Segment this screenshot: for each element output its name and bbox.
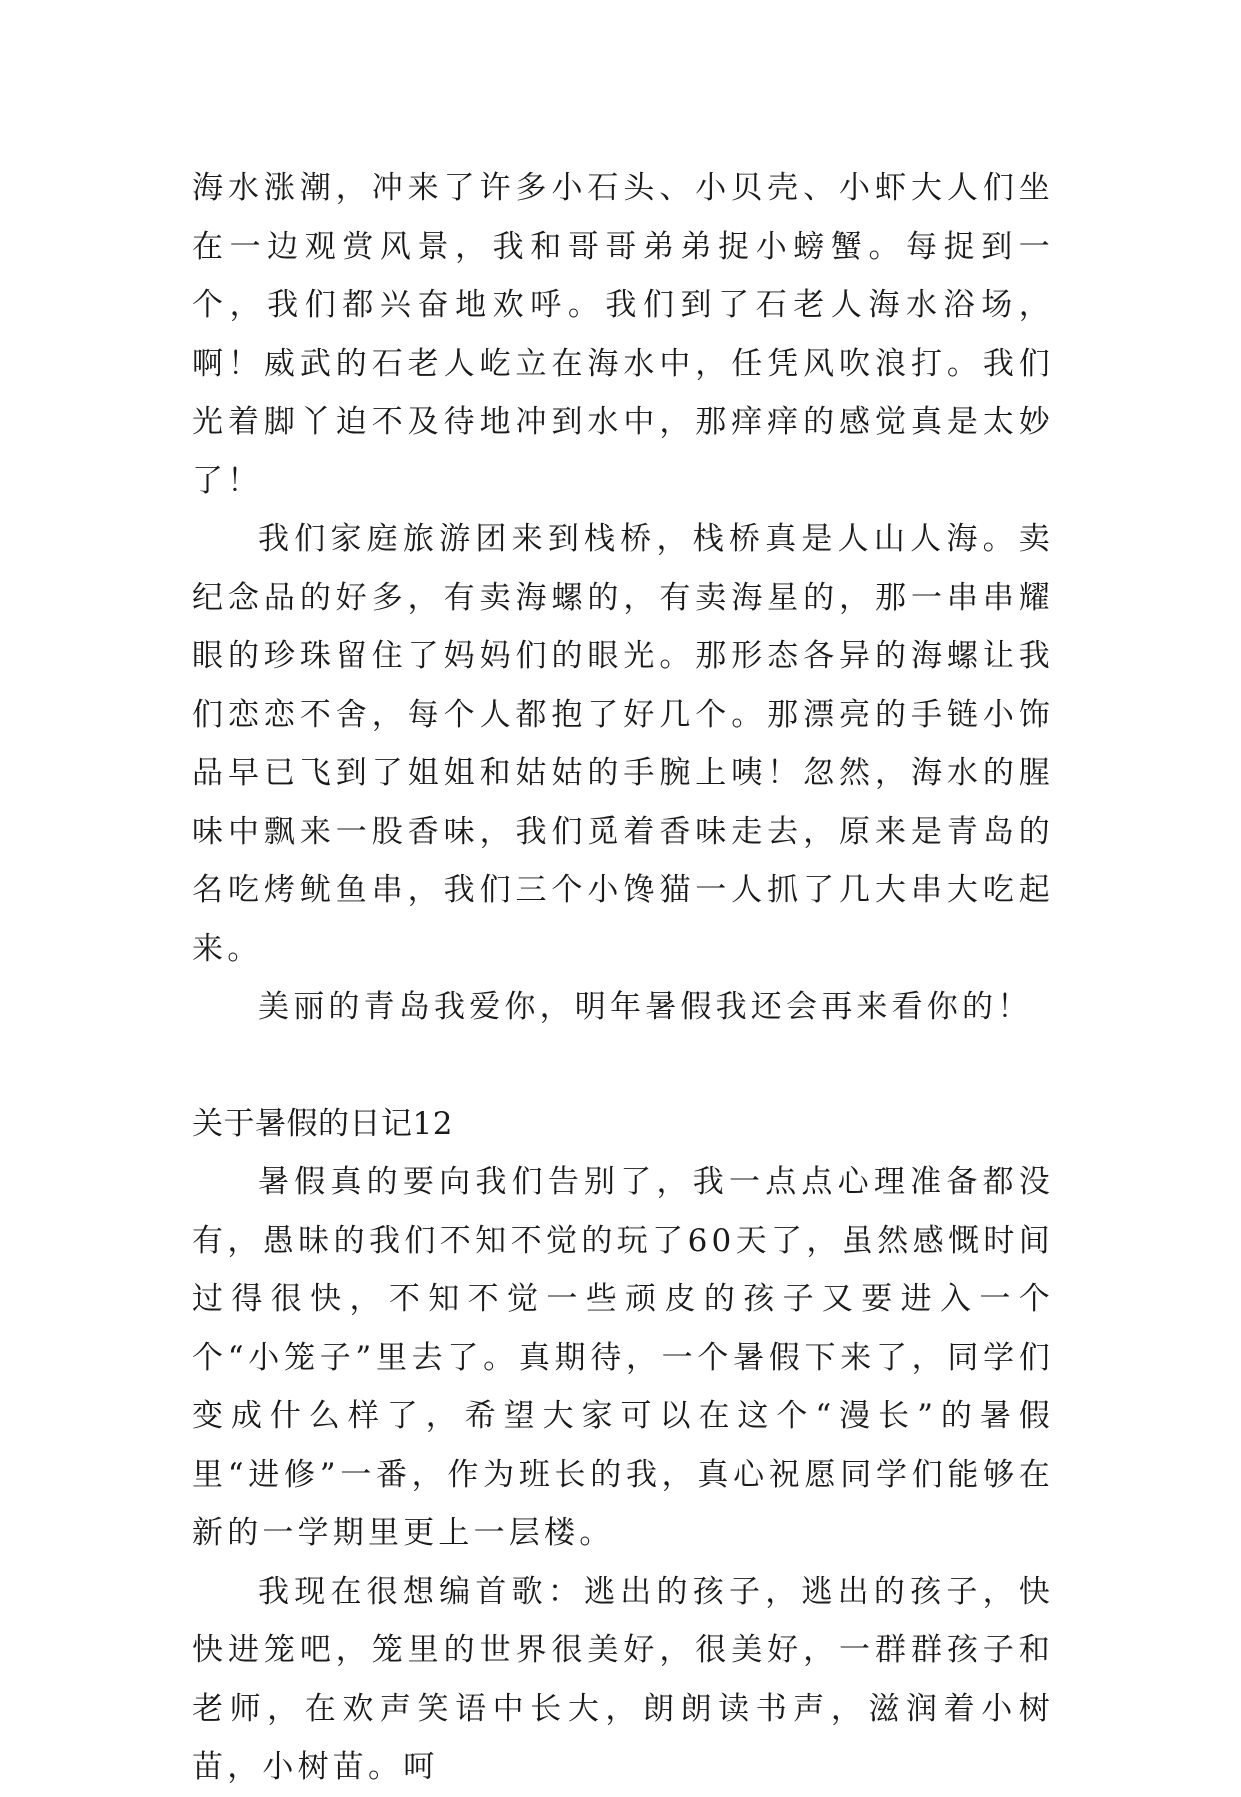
paragraph-summer-farewell: 暑假真的要向我们告别了，我一点点心理准备都没有，愚昧的我们不知不觉的玩了60天了，虽然感慨时间过得很快，不知不觉一些顽皮的孩子又要进入一个个“小笼子”里去了。真期待，一个暑假下来了，同学们变成什么样了，希望大家可以在这个“漫长”的暑假里“进修”一番，作为班长的我，真心祝愿同学们能够在新的一学期里更上一层楼。 bbox=[192, 1164, 1054, 1551]
paragraph-beach-tide: 海水涨潮，冲来了许多小石头、小贝壳、小虾大人们坐在一边观赏风景，我和哥哥弟弟捉小螃蟹。每捉到一个，我们都兴奋地欢呼。我们到了石老人海水浴场，啊！威武的石老人屹立在海水中，任凭风吹浪打。我们光着脚丫迫不及待地冲到水中，那痒痒的感觉真是太妙了！ bbox=[192, 170, 1054, 499]
document-body bbox=[192, 159, 1054, 1797]
section-title: 关于暑假的日记12 bbox=[192, 1105, 453, 1142]
paragraph-zhanqiao-bridge: 我们家庭旅游团来到栈桥，栈桥真是人山人海。卖纪念品的好多，有卖海螺的，有卖海星的，那一串串耀眼的珍珠留住了妈妈们的眼光。那形态各异的海螺让我们恋恋不舍，每个人都抱了好几个。那漂亮的手链小饰品早已飞到了姐姐和姑姑的手腕上咦！忽然，海水的腥味中飘来一股香味，我们觅着香味走去，原来是青岛的名吃烤鱿鱼串，我们三个小馋猫一人抓了几大串大吃起来。 bbox=[192, 521, 1054, 967]
paragraph-love-qingdao: 美丽的青岛我爱你，明年暑假我还会再来看你的！ bbox=[258, 989, 1033, 1025]
paragraph-song: 我现在很想编首歌：逃出的孩子，逃出的孩子，快快进笼吧，笼里的世界很美好，很美好，一群群孩子和老师，在欢声笑语中长大，朗朗读书声，滋润着小树苗，小树苗。呵 bbox=[192, 1573, 1054, 1785]
